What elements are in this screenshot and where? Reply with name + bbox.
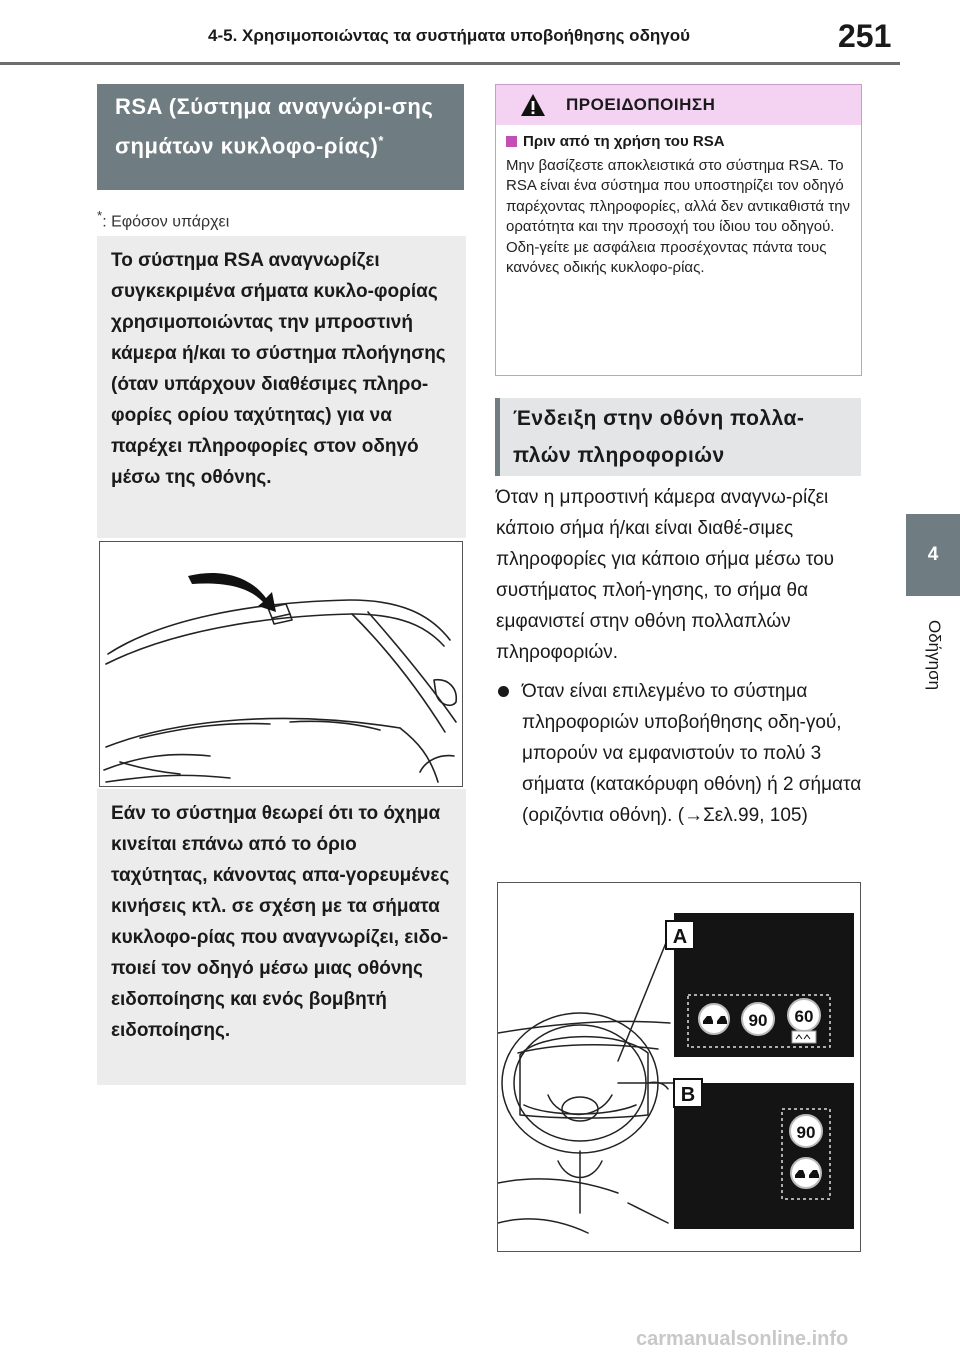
warning-subtitle xyxy=(506,133,861,150)
rsa-alert-box: Εάν το σύστημα θεωρεί ότι το όχημα κινείται επάνω από το όριο ταχύτητας, κάνοντας απα-γορευμένες κινήσεις κτλ. σε σχέση με τα σήματα κυκλοφο-ρίας που αναγνωρίζει, ειδο-ποιεί τον οδηγό μέσω μιας οθόνης ειδοποίησης και ενός βομβητή ειδοποίησης. xyxy=(97,789,466,1085)
square-bullet-icon xyxy=(506,136,517,147)
rsa-heading-text: RSA (Σύστημα αναγνώρι-σης σημάτων κυκλοφο-ρίας) xyxy=(115,94,434,159)
speed-90-label-b: 90 xyxy=(796,1123,816,1142)
page-header-title: 4-5. Χρησιμοποιώντας τα συστήματα υποβοήθησης οδηγού xyxy=(208,26,690,45)
bullet-dot-icon xyxy=(498,686,509,697)
display-paragraph: Όταν η μπροστινή κάμερα αναγνω-ρίζει κάποιο σήμα ή/και είναι διαθέ-σιμες πληροφορίες για κάποιο σήμα μέσω του συστήματος πλοή-γησης, το σήμα θα εμφανιστεί στην οθόνη πολλαπλών πληροφοριών. xyxy=(496,487,835,663)
warning-subtitle-text: Πριν από τη χρήση του RSA xyxy=(523,133,725,150)
chapter-label xyxy=(910,600,958,710)
warning-header xyxy=(496,85,861,125)
warning-box xyxy=(495,84,862,376)
rsa-description-box: Το σύστημα RSA αναγνωρίζει συγκεκριμένα σήματα κυκλο-φορίας χρησιμοποιώντας την μπροστινή κάμερα ή/και το σύστημα πλοήγησης (όταν υπάρχουν διαθέσιμες πληρο-φορίες ορίου ταχύτητας) για να παρέχει πληροφορίες στον οδηγό μέσω της οθόνης. xyxy=(97,236,466,538)
label-b: B xyxy=(680,1084,696,1106)
car-windshield-drawing xyxy=(100,542,463,787)
bullet-item xyxy=(496,676,862,831)
chapter-tab[interactable]: 4 xyxy=(906,514,960,596)
watermark: carmanualsonline.info xyxy=(636,1328,849,1350)
footnote-asterisk: * xyxy=(97,208,103,223)
speed-60-label: 60 xyxy=(794,1007,814,1026)
rain-condition-icon xyxy=(792,1031,816,1043)
warning-title: ΠΡΟΕΙΔΟΠΟΙΗΣΗ xyxy=(566,95,716,114)
display-panel-a xyxy=(674,913,854,1057)
header-divider xyxy=(0,62,900,65)
speed-90-label-a: 90 xyxy=(748,1011,768,1030)
rsa-heading-asterisk: * xyxy=(378,133,384,148)
rsa-section-heading xyxy=(97,84,464,190)
bullet-text: Όταν είναι επιλεγμένο το σύστημα πληροφοριών υποβοήθησης οδη-γού, μπορούν να εμφανιστούν το πολύ 3 σήματα (κατακόρυφη οθόνη) ή 2 σήματα (οριζόντια οθόνη). (→Σελ.99, 105) xyxy=(522,681,862,826)
footnote-text: : Εφόσον υπάρχει xyxy=(102,213,230,231)
chapter-label-text: Οδήγηση xyxy=(925,619,944,691)
footnote xyxy=(97,208,229,231)
label-a: A xyxy=(672,926,688,948)
warning-triangle-icon xyxy=(520,93,546,117)
page-number: 251 xyxy=(838,18,892,54)
dashboard-display-illustration xyxy=(497,882,861,1252)
car-camera-illustration xyxy=(99,541,463,787)
dashboard-drawing xyxy=(498,883,861,1252)
warning-body: Μην βασίζεστε αποκλειστικά στο σύστημα RSA. Το RSA είναι ένα σύστημα που υποστηρίζει τον οδηγό παρέχοντας πληροφορίες, αλλά δεν αντικαθιστά την ορατότητα και την προσοχή του ίδιου του οδηγού. Οδη-γείτε με ασφάλεια προσέχοντας πάντα τους κανόνες οδικής κυκλοφο-ρίας. xyxy=(506,157,851,277)
multi-info-display-heading: Ένδειξη στην οθόνη πολλα-πλών πληροφοριών xyxy=(495,398,861,476)
